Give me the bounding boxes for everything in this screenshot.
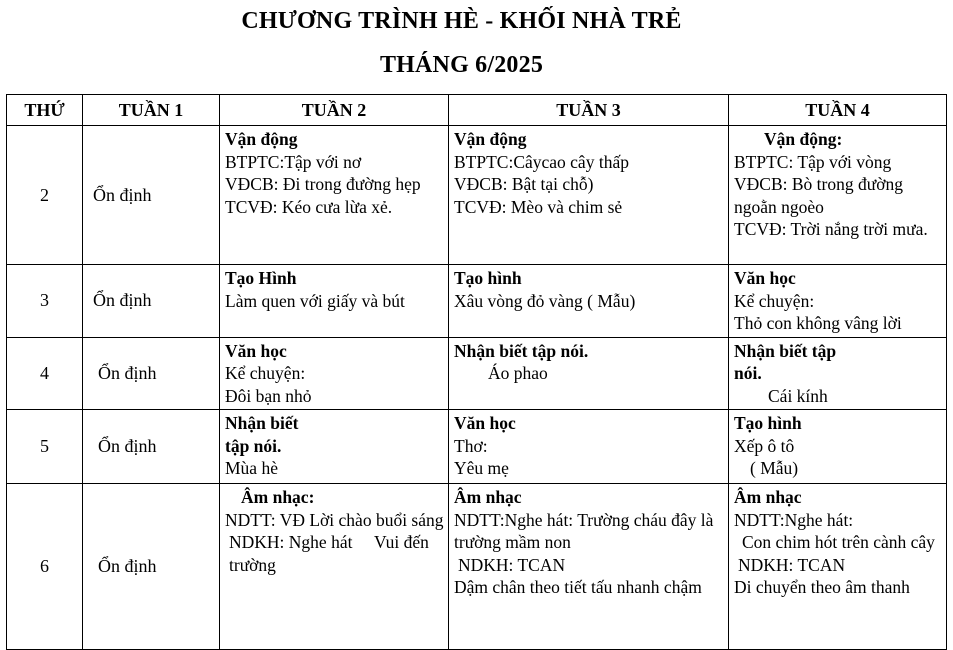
week2-cell xyxy=(220,410,449,484)
activity-line: BTPTC:Câycao cây thấp xyxy=(454,151,629,172)
activity-line: TCVĐ: Mèo và chim sẻ xyxy=(454,196,623,217)
week3-cell xyxy=(449,265,729,338)
activity-line: VĐCB: Bật tại chỗ) xyxy=(454,174,594,194)
header-week-3: TUẦN 3 xyxy=(449,95,729,126)
table-row xyxy=(7,337,947,410)
activity-line: NDKH: TCAN xyxy=(738,554,846,575)
activity-line: NDKH: TCAN xyxy=(458,554,566,575)
activity-line: Đôi bạn nhỏ xyxy=(225,385,312,406)
header-week-4: TUẦN 4 xyxy=(729,95,947,126)
activity-line: ( Mẫu) xyxy=(750,458,799,478)
header-week-2: TUẦN 2 xyxy=(220,95,449,126)
week1-text: Ổn định xyxy=(98,556,157,576)
activity-line: Kể chuyện: xyxy=(734,290,815,311)
activity-heading: Văn học xyxy=(734,268,796,288)
week1-text: Ổn định xyxy=(98,436,157,456)
activity-line: Kể chuyện: xyxy=(225,363,306,383)
week4-cell xyxy=(729,265,947,338)
activity-line: VĐCB: Bò trong đường ngoằn ngoèo xyxy=(734,174,908,217)
activity-line: Yêu mẹ xyxy=(454,458,509,478)
table-row xyxy=(7,484,947,650)
week1-cell xyxy=(83,126,220,265)
activity-heading: Âm nhạc xyxy=(734,487,802,507)
activity-line: Mùa hè xyxy=(225,458,278,478)
week3-cell xyxy=(449,484,729,650)
activity-heading: Âm nhạc: xyxy=(241,487,315,507)
activity-heading: Nhận biết tập nói. xyxy=(225,413,299,456)
day-cell: 3 xyxy=(7,265,83,338)
week1-cell xyxy=(83,337,220,410)
day-cell: 6 xyxy=(7,484,83,650)
activity-line: NDKH: Nghe hát Vui đến trường xyxy=(229,532,434,575)
table-row xyxy=(7,265,947,338)
activity-line: TCVĐ: Kéo cưa lừa xẻ. xyxy=(225,196,393,217)
table-row xyxy=(7,126,947,265)
activity-heading: Âm nhạc xyxy=(454,487,522,507)
week2-cell xyxy=(220,265,449,338)
activity-heading: Tạo hình xyxy=(734,413,802,433)
activity-heading: Nhận biết tập nói. xyxy=(454,340,589,361)
table-row xyxy=(7,410,947,484)
activity-line: Cái kính xyxy=(768,385,828,406)
week1-text: Ổn định xyxy=(93,290,152,311)
week3-cell xyxy=(449,126,729,265)
page-subtitle: THÁNG 6/2025 xyxy=(379,52,544,78)
activity-line: Di chuyển theo âm thanh xyxy=(734,577,910,597)
activity-line: NDTT:Nghe hát: Trường cháu đây là trường mầm non xyxy=(454,509,718,552)
week3-cell xyxy=(449,337,729,410)
activity-heading: Tạo Hình xyxy=(225,268,297,288)
week2-cell xyxy=(220,337,449,410)
activity-line: Áo phao xyxy=(488,363,548,383)
activity-line: Xếp ô tô xyxy=(734,435,795,456)
week2-cell xyxy=(220,126,449,265)
header-day: THỨ xyxy=(7,95,83,126)
activity-line: Thơ: xyxy=(454,435,488,456)
activity-line: VĐCB: Đi trong đường hẹp xyxy=(225,174,421,194)
week1-cell xyxy=(83,265,220,338)
activity-line: Dậm chân theo tiết tấu nhanh chậm xyxy=(454,577,702,597)
activity-heading: Vận động xyxy=(454,129,527,149)
schedule-table xyxy=(6,94,947,650)
week1-cell xyxy=(83,484,220,650)
header-row xyxy=(7,95,947,126)
activity-heading: Văn học xyxy=(454,413,516,433)
week2-cell xyxy=(220,484,449,650)
week4-cell xyxy=(729,337,947,410)
week1-text: Ổn định xyxy=(93,184,152,205)
week1-text: Ổn định xyxy=(98,362,157,383)
activity-line: TCVĐ: Trời nắng trời mưa. xyxy=(734,219,928,239)
activity-line: BTPTC: Tập với vòng xyxy=(734,151,892,172)
week4-cell xyxy=(729,484,947,650)
activity-line: Thỏ con không vâng lời xyxy=(734,313,902,333)
week1-cell xyxy=(83,410,220,484)
activity-line: Xâu vòng đỏ vàng ( Mẫu) xyxy=(454,290,636,311)
day-cell: 2 xyxy=(7,126,83,265)
activity-line: NDTT:Nghe hát: xyxy=(734,509,854,530)
activity-heading: Tạo hình xyxy=(454,268,522,288)
week4-cell xyxy=(729,410,947,484)
day-cell: 5 xyxy=(7,410,83,484)
activity-line: BTPTC:Tập với nơ xyxy=(225,151,362,172)
page-title: CHƯƠNG TRÌNH HÈ - KHỐI NHÀ TRẺ xyxy=(241,8,682,34)
activity-line: Con chim hót trên cành cây xyxy=(742,532,935,552)
activity-line: NDTT: VĐ Lời chào buổi sáng xyxy=(225,509,444,530)
activity-heading: Văn học xyxy=(225,340,287,361)
activity-heading: Vận động xyxy=(225,129,298,149)
header-week-1: TUẦN 1 xyxy=(83,95,220,126)
week3-cell xyxy=(449,410,729,484)
activity-heading: Vận động: xyxy=(764,129,843,149)
activity-heading: Nhận biết tập nói. xyxy=(734,340,837,383)
day-cell: 4 xyxy=(7,337,83,410)
activity-line: Làm quen với giấy và bút xyxy=(225,290,405,311)
week4-cell xyxy=(729,126,947,265)
